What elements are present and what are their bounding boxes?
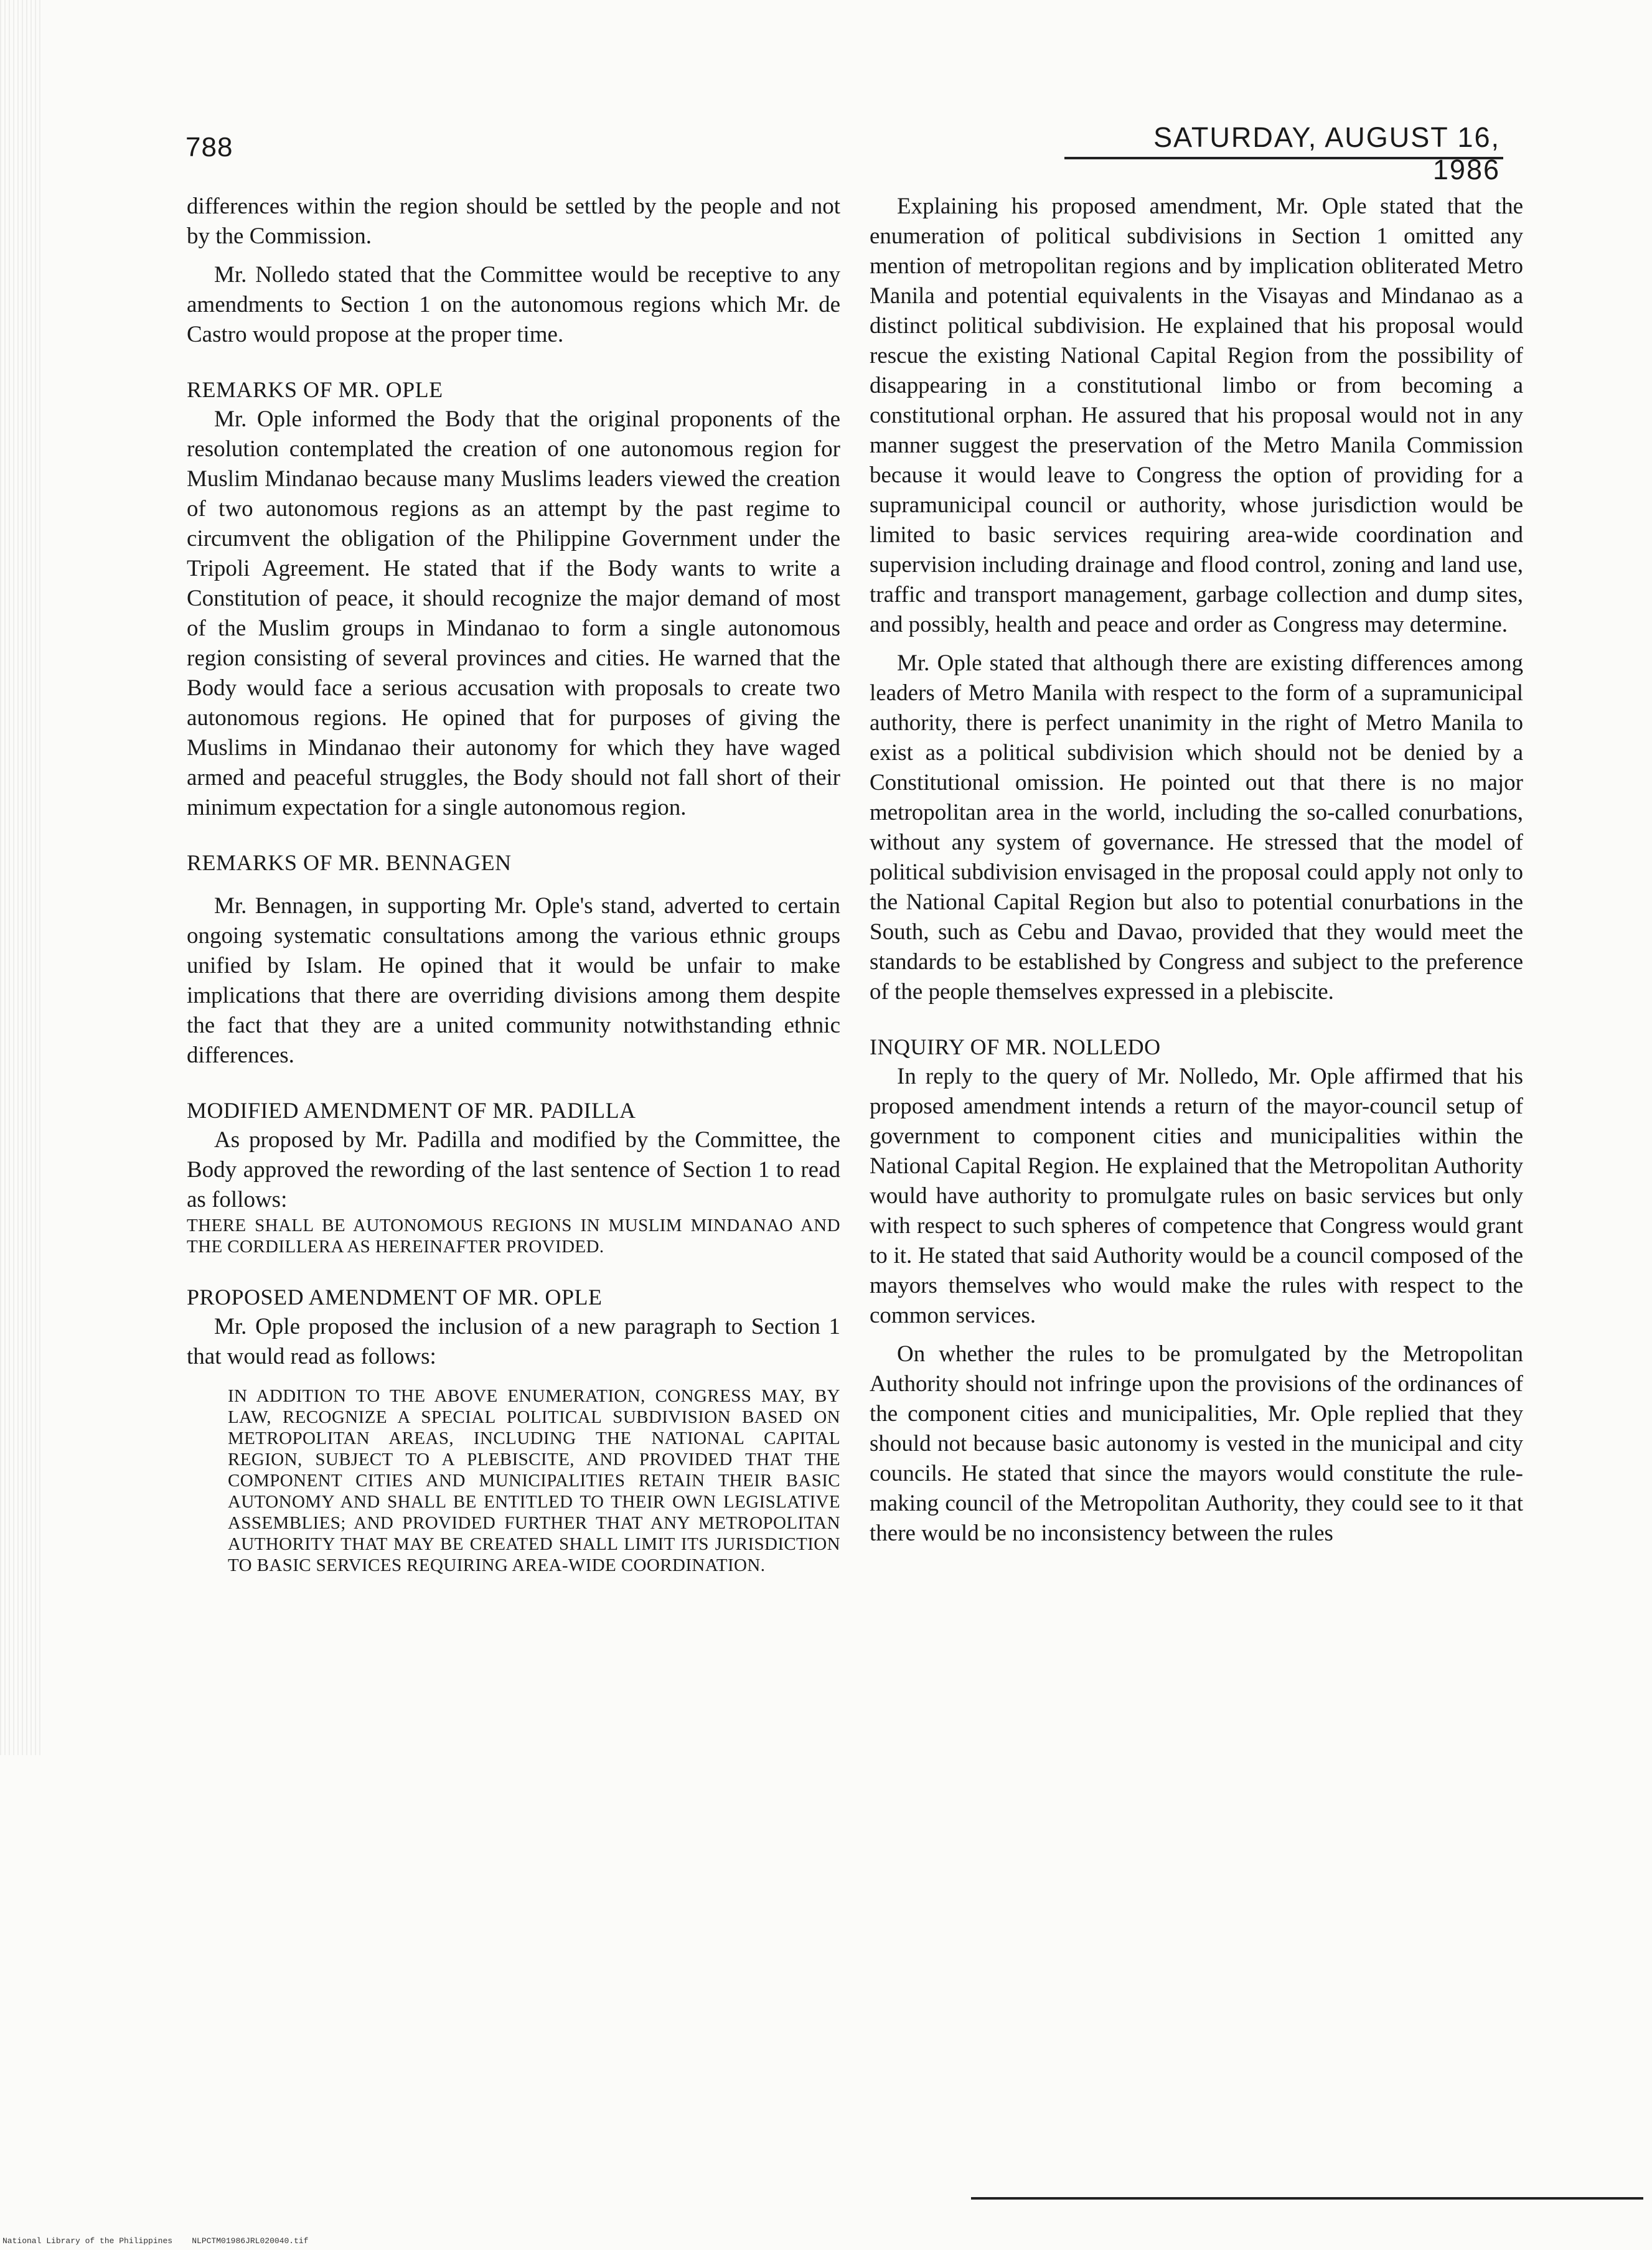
section-heading: PROPOSED AMENDMENT OF MR. OPLE [187, 1285, 603, 1310]
section-heading: MODIFIED AMENDMENT OF MR. PADILLA [187, 1098, 636, 1123]
paragraph: Explaining his proposed amendment, Mr. Ople stated that the enumeration of political subdivisions in Section 1 omitted any mention of metropolitan regions and by implication obliterated Metro Manila and potential equivalents in the Visayas and Mindanao as a distinct political subdivision. He explained that his proposal would rescue the existing National Capital Region from the possibility of disappearing in a constitutional limbo or from becoming a constitutional orphan. He assured that his proposal would not in any manner suggest the preservation of the Metro Manila Commission because it would leave to Congress the option of providing for a supramunicipal council or authority, whose jurisdiction would be limited to basic services requiring area-wide coordination and supervision including drainage and flood control, zoning and land use, traffic and transport management, garbage collection and dump sites, and possibly, health and peace and order as Congress may determine. [870, 194, 1523, 637]
paragraph: On whether the rules to be promulgated by the Metropolitan Authority should not infringe upon the provisions of the ordinances of the component cities and municipalities, Mr. Ople replied that they should not because basic autonomy is vested in the municipal and city councils. He stated that since the mayors would constitute the rule-making council of the Metropolitan Authority, they could see to it that there would be no inconsistency between the rules [870, 1341, 1523, 1546]
left-column [187, 192, 840, 1576]
paragraph: Mr. Ople stated that although there are existing differences among leaders of Metro Manila with respect to the form of a supramunicipal authority, there is perfect unanimity in the right of Metro Manila to exist as a political subdivision which should not be denied by a Constitutional omission. He pointed out that there is no major metropolitan area in the world, including the so-called conurbations, without any system of governance. He stressed that the model of political subdivision envisaged in the proposal could apply not only to the National Capital Region but also to potential conurbations in the South, such as Cebu and Davao, provided that they would meet the standards to be established by Congress and subject to the preference of the people themselves expressed in a plebiscite. [870, 650, 1523, 1005]
paragraph: As proposed by Mr. Padilla and modified by the Committee, the Body approved the rewording of the last sentence of Section 1 to read as follows: [187, 1127, 840, 1212]
section-heading: REMARKS OF MR. OPLE [187, 377, 443, 402]
section-heading: REMARKS OF MR. BENNAGEN [187, 850, 512, 875]
paragraph: Mr. Nolledo stated that the Committee would be receptive to any amendments to Section 1 on the autonomous regions which Mr. de Castro would propose at the proper time. [187, 262, 840, 347]
page-date: SATURDAY, AUGUST 16, 1986 [1153, 121, 1500, 185]
bottom-rule [971, 2197, 1643, 2200]
quoted-amendment: THERE SHALL BE AUTONOMOUS REGIONS IN MUSLIM MINDANAO AND THE CORDILLERA AS HEREINAFTER PROVIDED. [187, 1216, 840, 1257]
right-column [870, 192, 1523, 1549]
paragraph: Mr. Ople proposed the inclusion of a new paragraph to Section 1 that would read as follows: [187, 1314, 840, 1369]
paragraph: Mr. Ople informed the Body that the original proponents of the resolution contemplated the creation of one autonomous region for Muslim Mindanao because many Muslims leaders viewed the creation of two autonomous regions as an attempt by the past regime to circumvent the obligation of the Philippine Government under the Tripoli Agreement. He stated that if the Body wants to write a Constitution of peace, it should recognize the major demand of most of the Muslim groups in Mindanao to form a single autonomous region consisting of several provinces and cities. He warned that the Body would face a serious accusation with proposals to create two autonomous regions. He opined that for purposes of giving the Muslims in Mindanao their autonomy for which they have waged armed and peaceful struggles, the Body should not fall short of their minimum expectation for a single autonomous region. [187, 406, 840, 820]
scan-binding-edge [0, 0, 44, 1755]
paragraph: differences within the region should be settled by the people and not by the Commission. [187, 194, 840, 249]
scan-footer: National Library of the Philippines NLPCTM01986JRL020040.tif [2, 2236, 309, 2246]
header-rule [1064, 157, 1503, 159]
paragraph: Mr. Bennagen, in supporting Mr. Ople's stand, adverted to certain ongoing systematic consultations among the various ethnic groups unified by Islam. He opined that it would be unfair to make implications that there are overriding divisions among them despite the fact that they are a united community notwithstanding ethnic differences. [187, 893, 840, 1068]
section-heading: INQUIRY OF MR. NOLLEDO [870, 1034, 1161, 1059]
paragraph: In reply to the query of Mr. Nolledo, Mr. Ople affirmed that his proposed amendment intends a return of the mayor-council setup of government to component cities and municipalities within the National Capital Region. He explained that the Metropolitan Authority would have authority to promulgate rules on basic services but only with respect to such spheres of competence that Congress would grant to it. He stated that said Authority would be a council composed of the mayors themselves who would make the rules with respect to the common services. [870, 1064, 1523, 1328]
page-number: 788 [185, 132, 233, 162]
quoted-amendment: IN ADDITION TO THE ABOVE ENUMERATION, CONGRESS MAY, BY LAW, RECOGNIZE A SPECIAL POLITICAL SUBDIVISION BASED ON METROPOLITAN AREAS, INCLUDING THE NATIONAL CAPITAL REGION, SUBJECT TO A PLEBISCITE, AND PROVIDED THAT THE COMPONENT CITIES AND MUNICIPALITIES RETAIN THEIR BASIC AUTONOMY AND SHALL BE ENTITLED TO THEIR OWN LEGISLATIVE ASSEMBLIES; AND PROVIDED FURTHER THAT ANY METROPOLITAN AUTHORITY THAT MAY BE CREATED SHALL LIMIT ITS JURISDICTION TO BASIC SERVICES REQUIRING AREA-WIDE COORDINATION. [228, 1386, 840, 1575]
